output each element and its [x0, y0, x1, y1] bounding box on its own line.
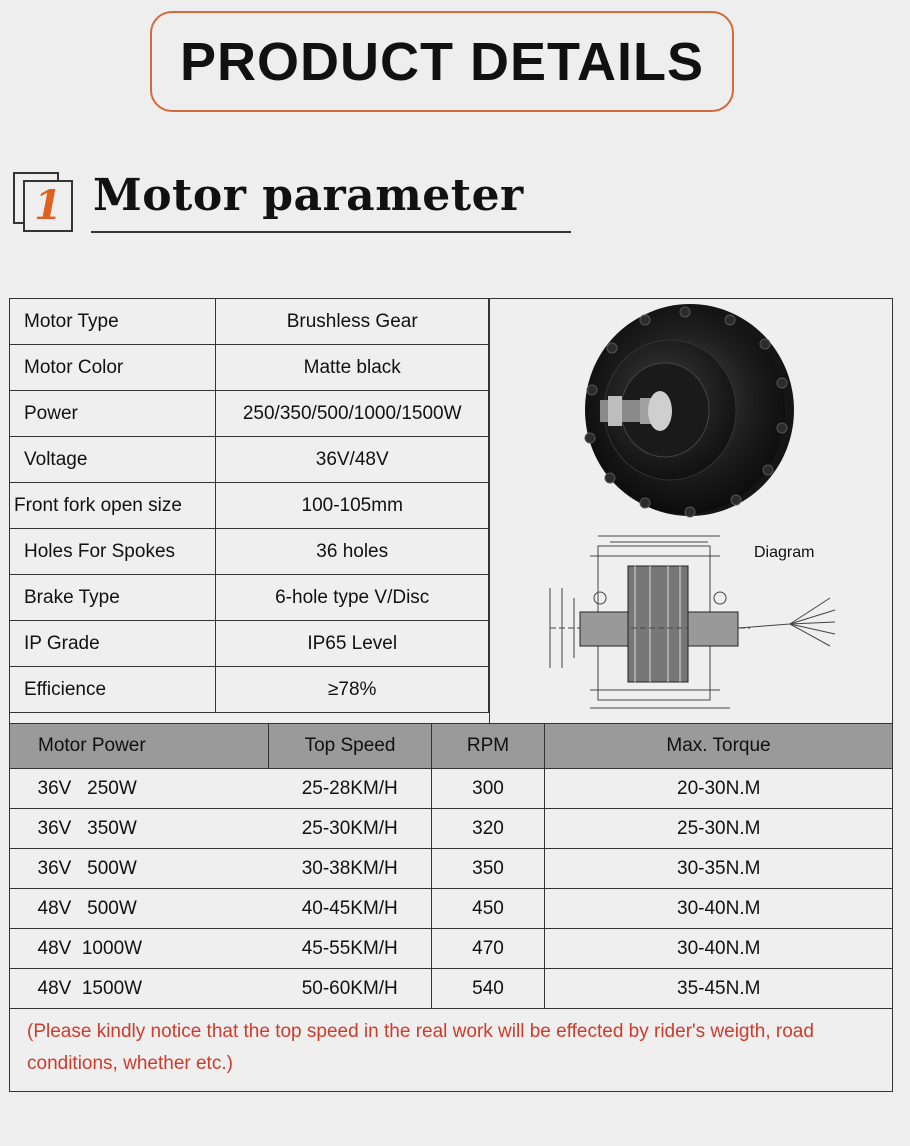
- column-header: Motor Power: [10, 724, 269, 769]
- rpm-cell: 450: [432, 889, 545, 929]
- rpm-cell: 320: [432, 809, 545, 849]
- product-details-banner: [150, 11, 734, 112]
- top-speed-cell: 50-60KM/H: [269, 969, 432, 1009]
- rpm-cell: 540: [432, 969, 545, 1009]
- param-value: Brushless Gear: [216, 299, 489, 345]
- motor-power-cell: 48V 1500W: [10, 969, 269, 1009]
- param-key: Brake Type: [10, 575, 216, 621]
- table-row: [10, 809, 893, 849]
- top-speed-cell: 40-45KM/H: [269, 889, 432, 929]
- top-speed-cell: 30-38KM/H: [269, 849, 432, 889]
- table-row: [10, 769, 893, 809]
- param-key: Voltage: [10, 437, 216, 483]
- motor-image-cell: [489, 298, 893, 724]
- motor-hub-image: [490, 298, 894, 724]
- banner-title: PRODUCT DETAILS: [180, 31, 704, 92]
- motor-power-cell: 36V 500W: [10, 849, 269, 889]
- param-value: 36 holes: [216, 529, 489, 575]
- table-row: [10, 299, 489, 345]
- rpm-cell: 350: [432, 849, 545, 889]
- table-row: [10, 437, 489, 483]
- torque-cell: 20-30N.M: [545, 769, 893, 809]
- param-value: IP65 Level: [216, 621, 489, 667]
- motor-power-cell: 48V 500W: [10, 889, 269, 929]
- table-row: [10, 849, 893, 889]
- param-key: Efficience: [10, 667, 216, 713]
- section-header: [11, 168, 571, 238]
- motor-power-cell: 36V 350W: [10, 809, 269, 849]
- table-row: [10, 889, 893, 929]
- param-key: Front fork open size: [10, 483, 216, 529]
- column-header: Max. Torque: [545, 724, 893, 769]
- table-row: [10, 575, 489, 621]
- torque-cell: 30-40N.M: [545, 889, 893, 929]
- table-row: [10, 345, 489, 391]
- section-title: Motor parameter: [93, 170, 524, 221]
- table-header-row: [10, 724, 893, 769]
- table-row: [10, 929, 893, 969]
- table-row: [10, 621, 489, 667]
- param-key: IP Grade: [10, 621, 216, 667]
- table-row: [10, 529, 489, 575]
- param-key: Power: [10, 391, 216, 437]
- table-row: [10, 969, 893, 1009]
- performance-table: [9, 723, 893, 1009]
- section-number: 1: [34, 182, 62, 229]
- speed-disclaimer-note: (Please kindly notice that the top speed in the real work will be effected by rider's weigth, road conditions, whether etc.): [27, 1021, 814, 1074]
- param-key: Motor Type: [10, 299, 216, 345]
- top-speed-cell: 45-55KM/H: [269, 929, 432, 969]
- section-divider: [91, 231, 571, 233]
- param-value: ≥78%: [216, 667, 489, 713]
- param-value: 36V/48V: [216, 437, 489, 483]
- param-key: Motor Color: [10, 345, 216, 391]
- param-value: Matte black: [216, 345, 489, 391]
- param-key: Holes For Spokes: [10, 529, 216, 575]
- column-header: Top Speed: [269, 724, 432, 769]
- param-value: 250/350/500/1000/1500W: [216, 391, 489, 437]
- table-row: [10, 483, 489, 529]
- diagram-label: Diagram: [754, 544, 815, 561]
- torque-cell: 25-30N.M: [545, 809, 893, 849]
- section-number-badge: [13, 172, 71, 228]
- torque-cell: 35-45N.M: [545, 969, 893, 1009]
- torque-cell: 30-35N.M: [545, 849, 893, 889]
- param-value: 6-hole type V/Disc: [216, 575, 489, 621]
- table-row: [10, 391, 489, 437]
- rpm-cell: 300: [432, 769, 545, 809]
- param-value: 100-105mm: [216, 483, 489, 529]
- top-speed-cell: 25-28KM/H: [269, 769, 432, 809]
- column-header: RPM: [432, 724, 545, 769]
- motor-power-cell: 48V 1000W: [10, 929, 269, 969]
- parameters-table: [9, 298, 489, 713]
- motor-power-cell: 36V 250W: [10, 769, 269, 809]
- torque-cell: 30-40N.M: [545, 929, 893, 969]
- table-row: [10, 667, 489, 713]
- rpm-cell: 470: [432, 929, 545, 969]
- top-speed-cell: 25-30KM/H: [269, 809, 432, 849]
- motor-hub-photo: [585, 304, 794, 517]
